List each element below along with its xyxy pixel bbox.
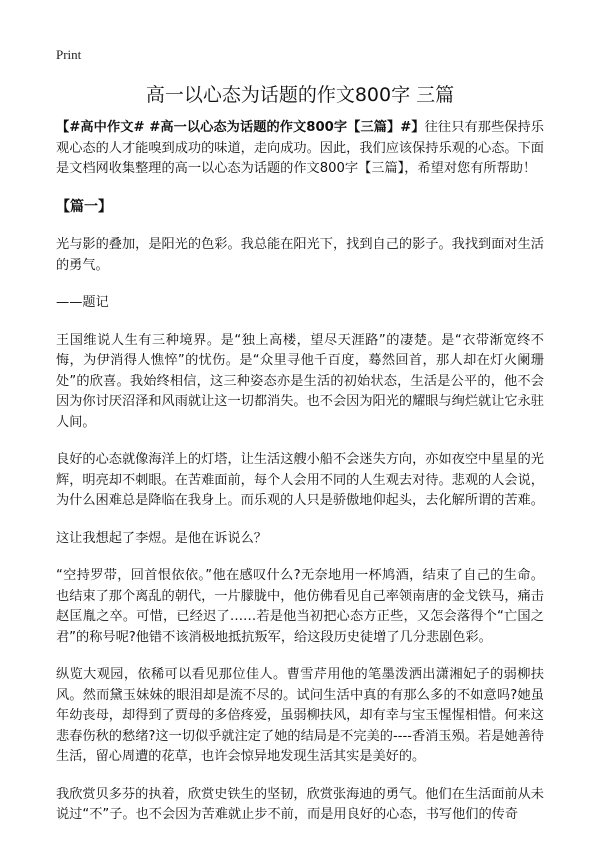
- print-label: Print: [56, 47, 82, 62]
- body-paragraph-7: 我欣赏贝多芬的执着，欣赏史铁生的坚韧，欣赏张海迪的勇气。他们在生活面前从未说过“不”子。也不会因为苦难就止步不前，而是用良好的心态，书写他们的传奇: [56, 786, 544, 822]
- body-paragraph-6: 纵览大观园，依稀可以看见那位佳人。曹雪芹用他的笔墨泼洒出潇湘妃子的弱柳扶风。然而黛玉妹妹的眼泪却是流不尽的。试问生活中真的有那么多的不如意吗?她虽年幼丧母，却得到了贾母的多倍疼爱，虽弱柳扶风，却有幸与宝玉惺惺相惜。何来这悲春伤秋的愁绪?这一切似乎就注定了她的结局是不完美的----香消玉殒。若是她善待生活，留心周遭的花草，也许会惊异地发现生活其实是美好的。: [56, 667, 544, 764]
- epigraph-attribution: ——题记: [56, 295, 109, 310]
- section-heading: 【篇一】: [56, 198, 112, 215]
- intro-paragraph: [56, 118, 544, 180]
- body-paragraph-3: 良好的心态就像海洋上的灯塔，让生活这艘小船不会迷失方向，亦如夜空中星星的光辉，明亮却不刺眼。在苦难面前，每个人会用不同的人生观去对待。悲观的人会说，为什么困难总是降临在我身上。而乐观的人只是骄傲地仰起头，去化解所谓的苦难。: [56, 452, 544, 508]
- body-paragraph-5: “空持罗带，回首恨依依。”他在感叹什么?无奈地用一杯鸠酒，结束了自己的生命。也结束了那个离乱的朝代，一片朦胧中，他仿佛看见自己率领南唐的金戈铁马，痛击赵匡胤之卒。可惜，已经迟了……若是他当初把心态方正些，又怎会落得个“亡国之君”的称号呢?他错不该消极地抵抗叛军，给这段历史徒增了几分悲剧色彩。: [56, 568, 544, 645]
- body-paragraph-4: 这让我想起了李煜。是他在诉说么？: [56, 530, 267, 546]
- intro-text: 往往只有那些保持乐观心态的人才能嗅到成功的味道，走向成功。因此，我们应该保持乐观的心态。下面是文档网收集整理的高一以心态为话题的作文800字【三篇】，希望对您有所帮助！: [56, 120, 544, 176]
- page-title: 高一以心态为话题的作文800字 三篇: [145, 84, 455, 106]
- body-paragraph-1: 光与影的叠加，是阳光的色彩。我总能在阳光下，找到自己的影子。我找到面对生活的勇气。: [56, 237, 544, 273]
- article-body: [56, 118, 544, 843]
- intro-bold-lead: 【#高中作文# #高一以心态为话题的作文800字【三篇】#】: [56, 120, 425, 135]
- body-paragraph-2: 王国维说人生有三种境界。是“独上高楼，望尽天涯路”的凄楚。是“衣带渐宽终不悔，为伊消得人憔悴”的忧伤。是“众里寻他千百度，蓦然回首，那人却在灯火阑珊处”的欣喜。我始终相信，这三种姿态亦是生活的初始状态，生活是公平的，他不会因为你讨厌沼泽和风雨就让这一切都消失。也不会因为阳光的耀眼与绚烂就让它永驻人间。: [56, 332, 544, 430]
